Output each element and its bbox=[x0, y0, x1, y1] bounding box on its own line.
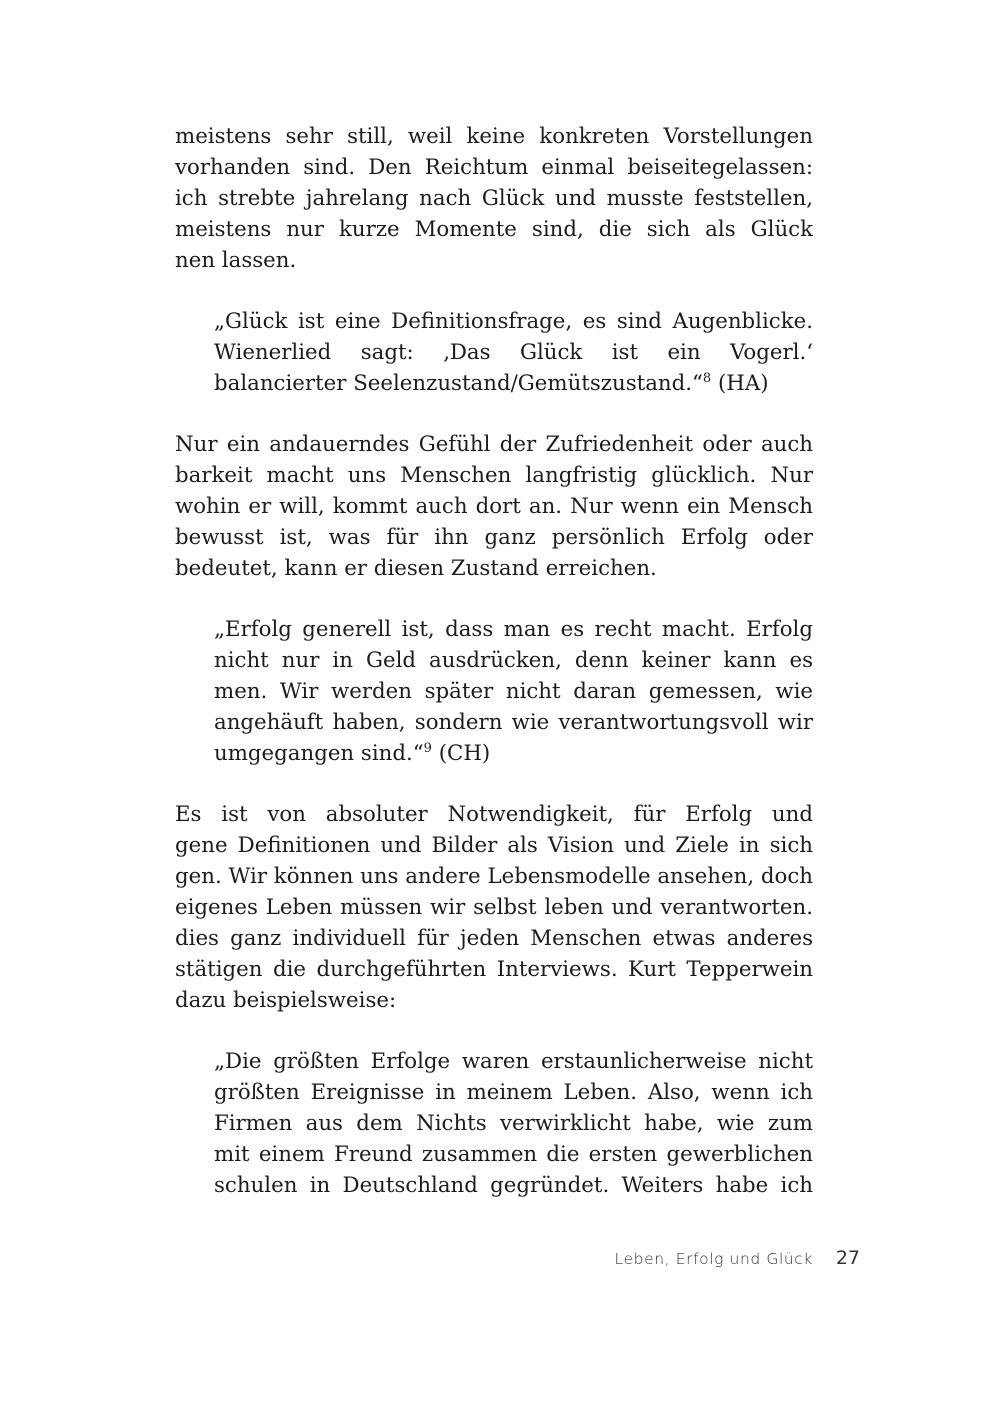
page-number: 27 bbox=[835, 1247, 860, 1269]
page-footer bbox=[560, 1246, 860, 1274]
text-line: dies ganz individuell für jeden Menschen etwas anderes bbox=[175, 926, 813, 951]
quote-line: schulen in Deutschland gegründet. Weiters habe ich bbox=[214, 1173, 813, 1198]
paragraph-1 bbox=[175, 121, 813, 276]
text-line: meistens nur kurze Momente sind, die sich als Glück bbox=[175, 217, 813, 242]
quote-1 bbox=[214, 306, 813, 399]
quote-source: (CH) bbox=[431, 741, 491, 766]
text-line: ich strebte jahrelang nach Glück und musste feststellen, bbox=[175, 186, 813, 211]
text-line: dazu beispielsweise: bbox=[175, 988, 397, 1013]
quote-2 bbox=[214, 614, 813, 769]
text-line: Nur ein andauerndes Gefühl der Zufriedenheit oder auch bbox=[175, 432, 813, 457]
text-line: stätigen die durchgeführten Interviews. Kurt Tepperwein bbox=[175, 957, 813, 982]
quote-line-last bbox=[214, 368, 813, 399]
quote-line: „Die größten Erfolge waren erstaunlicherweise nicht bbox=[214, 1049, 813, 1074]
quote-line: „Erfolg generell ist, dass man es recht macht. Erfolg bbox=[214, 617, 813, 642]
quote-text: balancierter Seelenzustand/Gemütszustand.“ bbox=[214, 371, 703, 396]
quote-line: Wienerlied sagt: ‚Das Glück ist ein Vogerl.‘ bbox=[214, 340, 813, 365]
text-line: nen lassen. bbox=[175, 248, 297, 273]
quote-line: men. Wir werden später nicht daran gemessen, wie bbox=[214, 679, 813, 704]
quote-line: mit einem Freund zusammen die ersten gewerblichen bbox=[214, 1142, 813, 1167]
running-title: Leben, Erfolg und Glück bbox=[614, 1250, 813, 1268]
quote-line-last bbox=[214, 738, 813, 769]
text-line: vorhanden sind. Den Reichtum einmal beiseitegelassen: bbox=[175, 155, 813, 180]
paragraph-3 bbox=[175, 799, 813, 1016]
quote-source: (HA) bbox=[711, 371, 769, 396]
text-line: eigenes Leben müssen wir selbst leben und verantworten. bbox=[175, 895, 813, 920]
footnote-ref: 8 bbox=[702, 371, 712, 386]
paragraph-2 bbox=[175, 429, 813, 584]
quote-text: umgegangen sind.“ bbox=[214, 741, 424, 766]
text-line: wohin er will, kommt auch dort an. Nur wenn ein Mensch bbox=[175, 494, 813, 519]
text-line: bewusst ist, was für ihn ganz persönlich Erfolg oder bbox=[175, 525, 813, 550]
quote-line: größten Ereignisse in meinem Leben. Also, wenn ich bbox=[214, 1080, 813, 1105]
footnote-ref: 9 bbox=[423, 741, 432, 756]
quote-line: nicht nur in Geld ausdrücken, denn keiner kann es bbox=[214, 648, 813, 673]
quote-line: angehäuft haben, sondern wie verantwortungsvoll wir bbox=[214, 710, 813, 735]
text-line: gene Definitionen und Bilder als Vision und Ziele in sich bbox=[175, 833, 813, 858]
quote-line: Firmen aus dem Nichts verwirklicht habe, wie zum bbox=[214, 1111, 813, 1136]
quote-line: „Glück ist eine Definitionsfrage, es sind Augenblicke. bbox=[214, 309, 813, 334]
text-line: barkeit macht uns Menschen langfristig glücklich. Nur bbox=[175, 463, 813, 488]
text-line: gen. Wir können uns andere Lebensmodelle ansehen, doch bbox=[175, 864, 813, 889]
quote-3 bbox=[214, 1046, 813, 1201]
text-line: Es ist von absoluter Notwendigkeit, für Erfolg und bbox=[175, 802, 813, 827]
text-line: bedeutet, kann er diesen Zustand erreichen. bbox=[175, 556, 657, 581]
text-line: meistens sehr still, weil keine konkreten Vorstellungen bbox=[175, 124, 813, 149]
